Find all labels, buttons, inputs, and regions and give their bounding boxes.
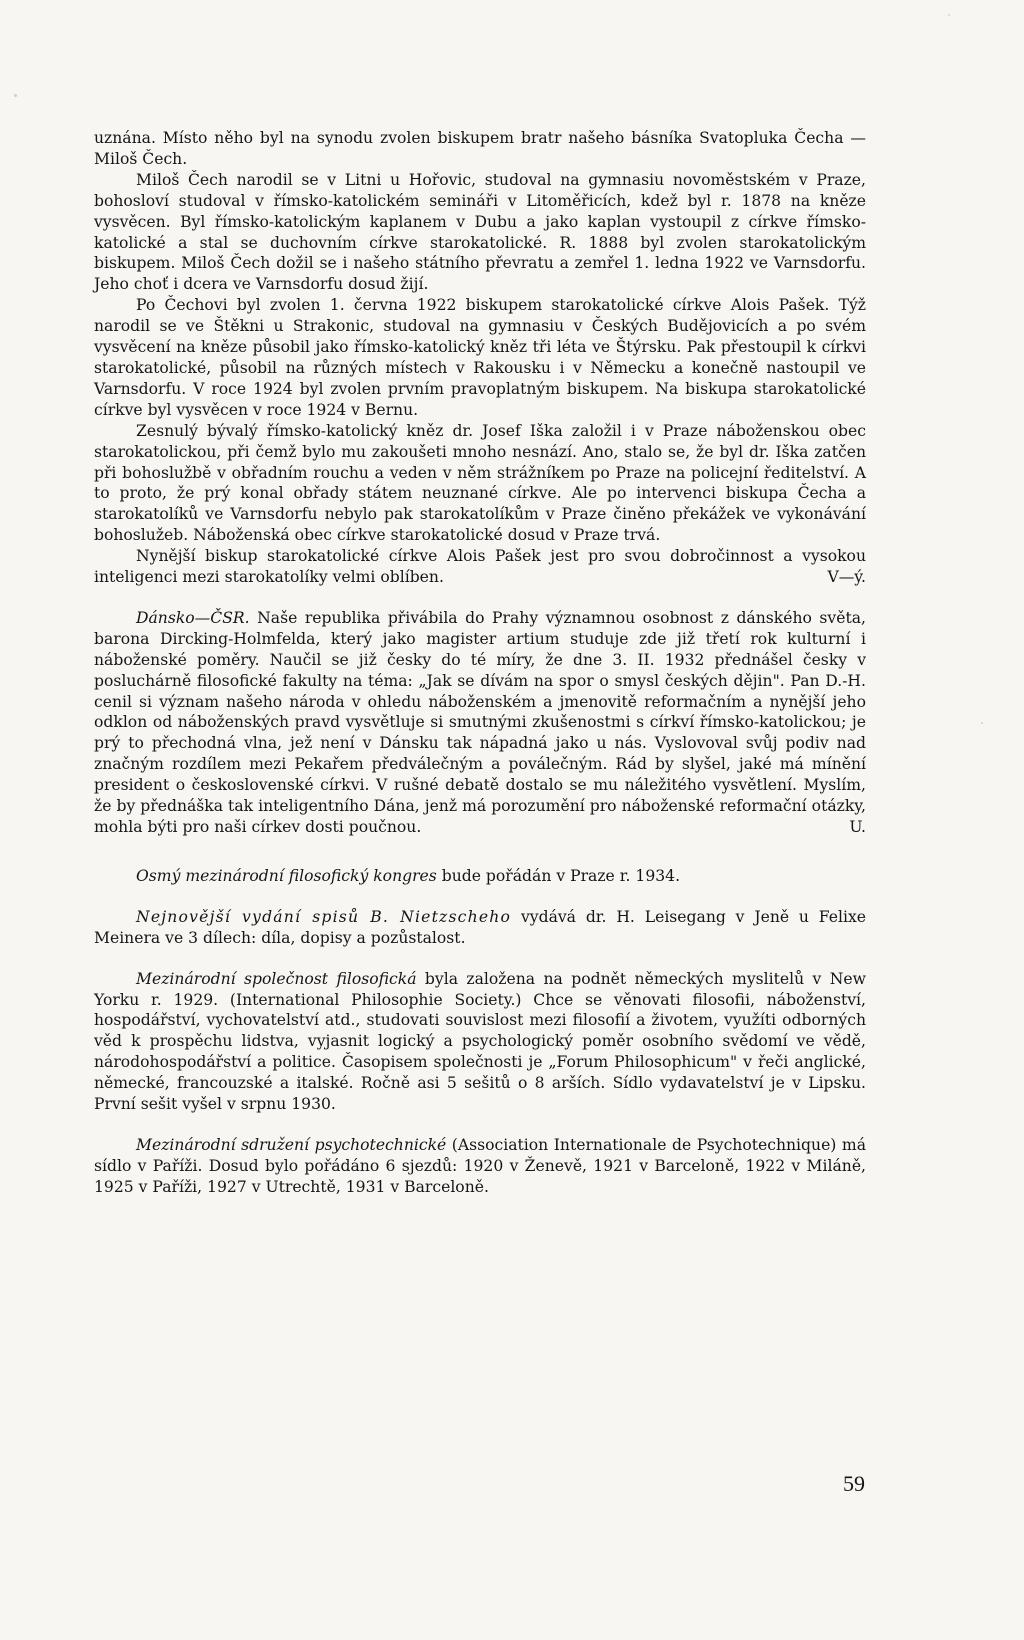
section-heading: Nejnovější vydání spisů B. Nietzscheho [136,907,512,926]
paragraph-dansko-csr [94,608,866,838]
paragraph-text: Zesnulý bývalý římsko-katolický kněz dr. Josef Iška založil i v Praze náboženskou obec starokatolickou, při čemž bylo mu zakoušeti mnoho nesnází. Ano, stalo se, že byl dr. Iška zatčen při bohoslužbě v obřadním rouchu a veden v něm strážníkem po Praze na policejní ředitelství. A to proto, že prý konal obřady státem neuznané církve. Ale po intervenci biskupa Čecha a starokatolíků ve Varnsdorfu nebylo pak starokatolíkům v Praze činěno překážek ve vykonávání bohoslužeb. Náboženská obec církve starokatolické dosud v Praze trvá. [94,421,866,545]
paragraph-philosophical-society [94,969,866,1115]
section-heading: Dánsko—ČSR. [136,608,250,627]
body-text [94,128,866,1198]
page-number: 59 [843,1471,865,1496]
paragraph-nietzsche [94,907,866,949]
section-heading: Osmý mezinárodní filosofický kongres [136,866,437,885]
paragraph-philosophy-congress [94,866,866,887]
paragraph-text: Po Čechovi byl zvolen 1. června 1922 biskupem starokatolické církve Alois Pašek. Týž narodil se ve Štěkni u Strakonic, studoval na gymnasiu v Českých Budějovicích a po svém vysvěcení na kněze působil jako římsko-katolický kněz tři léta ve Štýrsku. Pak přestoupil k církvi starokatolické, působil na různých místech v Rakousku i v Německu a konečně nastoupil ve Varnsdorfu. V roce 1924 byl zvolen prvním pravoplatným biskupem. Na biskupa starokatolické církve byl vysvěcen v roce 1924 v Bernu. [94,296,866,419]
paragraph-text: Naše republika přivábila do Prahy významnou osobnost z dánského světa, barona Dircking-Holmfelda, který jako magister artium studuje zde již třetí rok kulturní i náboženské poměry. Naučil se již česky do té míry, že dne 3. II. 1932 přednášel česky v posluchárně filosofické fakulty na téma: „Jak se dívám na spor o smysl českých dějin". Pan D.-H. cenil si význam našeho národa v ohledu náboženském a jmenovitě reformačním a nynější jeho odklon od náboženských pravd vysvětluje si smutnými zkušenostmi s církví římsko-katolickou; je prý to přechodná vlna, jež není v Dánsku tak nápadná jako u nás. Vyslovoval svůj podiv nad značným rozdílem mezi Pekařem předválečným a poválečným. Rád by slyšel, jaké má mínění president o československé církvi. V rušné debatě dostalo se mu náležitého vysvětlení. Myslím, že by přednáška tak inteligentního Dána, jenž má porozumění pro náboženské reformační otázky, mohla býti pro naši církev dosti poučnou. [94,608,866,836]
paragraph-milos-cech [94,170,866,295]
paragraph-text: vydává dr. H. Leisegang v Jeně u Felixe Meinera ve 3 dílech: díla, dopisy a pozůstalost. [94,907,867,947]
paragraph-psychotechnics [94,1135,866,1198]
paragraph-current-bishop [94,546,866,588]
paragraph-text: bude pořádán v Praze r. 1934. [436,866,681,885]
paragraph-josef-iska [94,421,866,546]
paragraph-text: uznána. Místo něho byl na synodu zvolen biskupem bratr našeho básníka Svatopluka Čecha — Miloš Čech. [94,129,866,168]
paragraph-text: (Association Internationale de Psychotechnique) má sídlo v Paříži. Dosud bylo pořádáno 6 sjezdů: 1920 v Ženevě, 1921 v Barceloně, 1922 v Miláně, 1925 v Paříži, 1927 v Utrechtě, 1931 v Barceloně. [94,1135,866,1196]
paragraph-text: byla založena na podnět německých myslitelů v New Yorku r. 1929. (International Philosophie Society.) Chce se věnovati filosofii, náboženství, hospodářství, vychovatelství atd., studovati souvislost mezi filosofií a životem, využíti odborných věd k prospěchu lidstva, vyjasnit logický a psychologický poměr osobního svědomí ve vědě, národohospodářství a politice. Časopisem společnosti je „Forum Philosophicum" v řeči anglické, německé, francouzské a italské. Ročně asi 5 sešitů o 8 arších. Sídlo vydavatelství je v Lipsku. První sešit vyšel v srpnu 1930. [94,969,866,1114]
section-heading: Mezinárodní sdružení psychotechnické [136,1135,447,1154]
paragraph-text: Miloš Čech narodil se v Litni u Hořovic, studoval na gymnasiu novoměstském v Praze, bohosloví studoval v římsko-katolickém semináři v Litoměřicích, kdež byl r. 1878 na kněze vysvěcen. Byl římsko-katolickým kaplanem v Dubu a jako kaplan vystoupil z církve římsko-katolické a stal se duchovním církve starokatolické. R. 1888 byl zvolen starokatolickým biskupem. Miloš Čech dožil se i našeho státního převratu a zemřel 1. ledna 1922 ve Varnsdorfu. Jeho choť i dcera ve Varnsdorfu dosud žijí. [94,170,866,294]
print-speck [14,94,17,97]
paragraph-text: Nynější biskup starokatolické církve Alois Pašek jest pro svou dobročinnost a vysokou inteligenci mezi starokatolíky velmi oblíben. [94,547,866,587]
author-signature: U. [849,818,866,836]
paragraph-alois-pasek [94,295,866,420]
print-speck [981,722,983,724]
paragraph-continuation [94,128,866,170]
print-speck [948,14,950,16]
author-signature: V—ý. [827,568,866,587]
section-heading: Mezinárodní společnost filosofická [136,969,417,988]
